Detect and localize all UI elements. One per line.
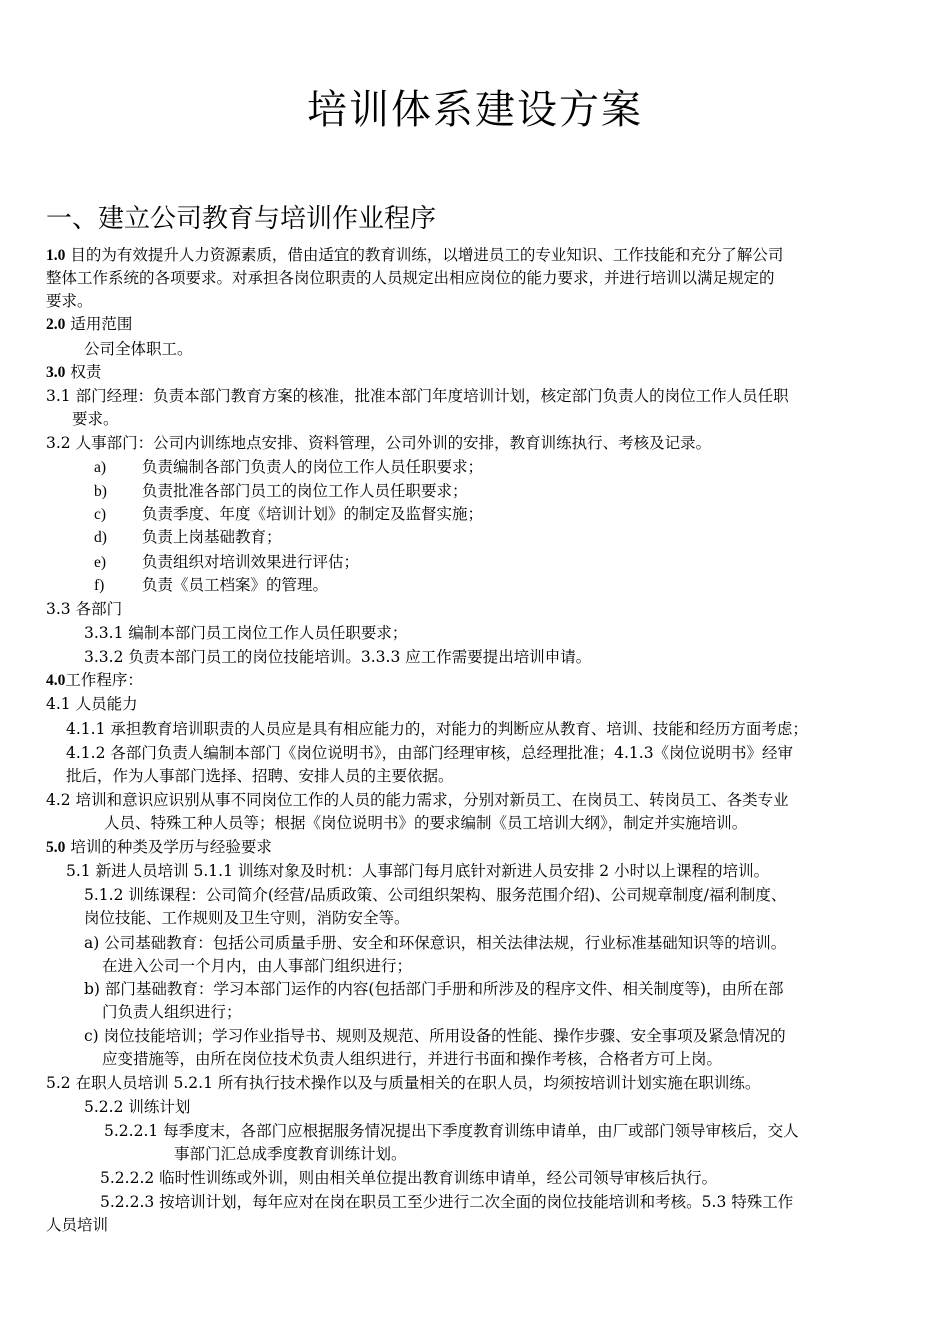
- list-label: d): [94, 529, 107, 546]
- clause-4-1-1: 4.1.1 承担教育培训职责的人员应是具有相应能力的，对能力的判断应从教育、培训、技能和经历方面考虑；: [66, 720, 808, 738]
- item-c-line-1: c) 岗位技能培训；学习作业指导书、规则及规范、所用设备的性能、操作步骤、安全事项及紧急情况的: [84, 1027, 786, 1045]
- clause-4-2-line-1: 4.2 培训和意识应识别从事不同岗位工作的人员的能力需求，分别对新员工、在岗员工、转岗员工、各类专业: [46, 791, 789, 809]
- clause-number: 2.0: [46, 316, 66, 333]
- each-dept-item-2: 3.3.2 负责本部门员工的岗位技能培训。3.3.3 应工作需要提出培训申请。: [84, 648, 592, 666]
- clause-number: 1.0: [46, 247, 66, 264]
- list-label: c): [94, 506, 107, 523]
- list-item: [94, 456, 483, 479]
- scope-label: 适用范围: [70, 315, 133, 333]
- item-b-line-2: 门负责人组织进行；: [102, 1003, 242, 1021]
- document-title: 培训体系建设方案: [307, 87, 643, 133]
- item-a-line-2: 在进入公司一个月内，由人事部门组织进行；: [102, 957, 413, 975]
- list-text: 负责《员工档案》的管理。: [142, 576, 329, 594]
- responsibility-label: 权责: [70, 363, 102, 381]
- list-label: e): [94, 554, 107, 571]
- item-b-line-1: b) 部门基础教育：学习本部门运作的内容(包括部门手册和所涉及的程序文件、相关制度等)，由所在部: [84, 980, 784, 998]
- clause-5-1-2-line-1: 5.1.2 训练课程：公司简介(经营/品质政策、公司组织架构、服务范围介绍)、公司规章制度/福利制度、: [84, 886, 787, 904]
- list-text: 负责编制各部门负责人的岗位工作人员任职要求；: [142, 458, 484, 476]
- clause-5-2-2-3-line-1: 5.2.2.3 按培训计划，每年应对在岗在职员工至少进行二次全面的岗位技能培训和考核。5.3 特殊工作: [100, 1193, 794, 1211]
- personnel-ability-heading: 4.1 人员能力: [46, 695, 138, 713]
- training-types-label: 培训的种类及学历与经验要求: [70, 838, 272, 856]
- each-dept-heading: 3.3 各部门: [46, 600, 123, 618]
- scope-heading: [46, 313, 132, 336]
- dept-manager-line-1: 3.1 部门经理：负责本部门教育方案的核准，批准本部门年度培训计划，核定部门负责人的岗位工作人员任职: [46, 387, 789, 405]
- purpose-line-1: [46, 244, 783, 267]
- procedure-heading: [46, 669, 143, 692]
- purpose-text: 目的为有效提升人力资源素质，借由适宜的教育训练，以增进员工的专业知识、工作技能和充分了解公司: [70, 246, 784, 264]
- each-dept-item-1: 3.3.1 编制本部门员工岗位工作人员任职要求；: [84, 624, 408, 642]
- list-item: [94, 574, 328, 597]
- dept-manager-line-2: 要求。: [72, 410, 119, 428]
- purpose-line-3: 要求。: [46, 292, 93, 310]
- training-types-heading: [46, 836, 272, 859]
- list-text: 负责季度、年度《培训计划》的制定及监督实施；: [142, 505, 484, 523]
- list-label: a): [94, 459, 107, 476]
- clause-5-2-2-1-line-1: 5.2.2.1 每季度末，各部门应根据服务情况提出下季度教育训练申请单，由厂或部门领导审核后，交人: [104, 1122, 799, 1140]
- clause-5-2-2: 5.2.2 训练计划: [84, 1098, 191, 1116]
- clause-number: 4.0: [46, 672, 66, 689]
- item-a-line-1: a) 公司基础教育：包括公司质量手册、安全和环保意识，相关法律法规，行业标准基础知识等的培训。: [84, 934, 787, 952]
- clause-5-1: 5.1 新进人员培训 5.1.1 训练对象及时机：人事部门每月底针对新进人员安排 2 小时以上课程的培训。: [66, 862, 770, 880]
- clause-5-2: 5.2 在职人员培训 5.2.1 所有执行技术操作以及与质量相关的在职人员，均须按培训计划实施在职训练。: [46, 1074, 761, 1092]
- list-item: [94, 551, 359, 574]
- item-c-line-2: 应变措施等，由所在岗位技术负责人组织进行，并进行书面和操作考核，合格者方可上岗。: [102, 1050, 723, 1068]
- clause-number: 5.0: [46, 839, 66, 856]
- clause-5-2-2-1-line-2: 事部门汇总成季度教育训练计划。: [174, 1145, 407, 1163]
- list-label: f): [94, 577, 105, 594]
- list-text: 负责上岗基础教育；: [142, 528, 282, 546]
- list-item: [94, 526, 282, 549]
- clause-5-1-2-line-2: 岗位技能、工作规则及卫生守则，消防安全等。: [84, 909, 410, 927]
- clause-number: 3.0: [46, 364, 66, 381]
- clause-4-1-2-line-1: 4.1.2 各部门负责人编制本部门《岗位说明书》，由部门经理审核，总经理批准；4.1.3《岗位说明书》经审: [66, 744, 794, 762]
- clause-5-2-2-3-line-2: 人员培训: [46, 1216, 109, 1234]
- list-item: [94, 480, 468, 503]
- list-text: 负责组织对培训效果进行评估；: [142, 553, 360, 571]
- list-item: [94, 503, 483, 526]
- scope-body: 公司全体职工。: [84, 340, 193, 358]
- list-label: b): [94, 483, 107, 500]
- responsibility-heading: [46, 361, 101, 384]
- procedure-label: 工作程序：: [65, 671, 143, 689]
- clause-5-2-2-2: 5.2.2.2 临时性训练或外训，则由相关单位提出教育训练申请单，经公司领导审核后执行。: [100, 1169, 718, 1187]
- clause-4-1-2-line-2: 批后，作为人事部门选择、招聘、安排人员的主要依据。: [66, 767, 454, 785]
- section-heading: 一、建立公司教育与培训作业程序: [46, 204, 437, 234]
- clause-4-2-line-2: 人员、特殊工种人员等；根据《岗位说明书》的要求编制《员工培训大纲》，制定并实施培训。: [104, 814, 748, 832]
- purpose-line-2: 整体工作系统的各项要求。对承担各岗位职责的人员规定出相应岗位的能力要求，并进行培训以满足规定的: [46, 269, 775, 287]
- list-text: 负责批准各部门员工的岗位工作人员任职要求；: [142, 482, 468, 500]
- hr-dept-line: 3.2 人事部门：公司内训练地点安排、资料管理，公司外训的安排，教育训练执行、考核及记录。: [46, 434, 712, 452]
